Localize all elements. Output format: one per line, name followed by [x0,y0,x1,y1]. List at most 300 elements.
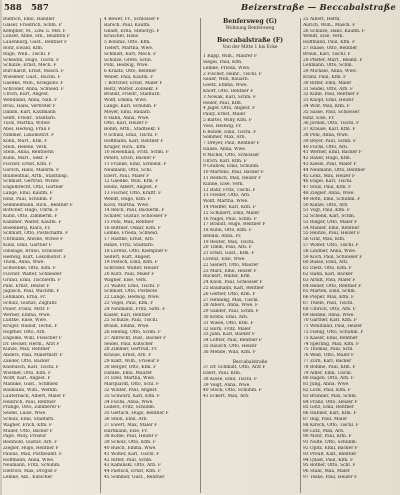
directory-entry: 28 Albers, Anna, Wwe. F [203,303,259,309]
directory-entry: 5 Bartel, Willy, Kfm. F [203,117,252,123]
directory-entry: 93 Preuß, Karl, Rentner [303,451,357,457]
directory-entry: 86 Hübner, Karl, Kfm. F [303,411,357,417]
directory-entry: 82 Lück, Paul, Kfm. F [303,388,351,393]
directory-entry: 24 Knoll, Paul, Schlosser F [203,280,263,286]
directory-entry: 17 Brandt, Hugo, Rentner F [203,222,266,228]
directory-entry: 40 Stock, Otto, Schuhm. F [203,388,262,394]
directory-entry: Heller, Paul, Kfm. [203,100,243,106]
directory-entry: 33 Knopf, Emil, Heizer [303,98,354,104]
street-subheading: Wohnung Benfersweg [225,26,275,31]
directory-entry: Meyer, Emil, Bauarb. [104,109,152,115]
directory-entry: Heinz, Albert, Angest. F [104,185,158,191]
directory-entry: 19 Reuter, Max, Tischl. [203,239,255,245]
directory-entry: Stein, Helene, Verk. [3,144,48,150]
directory-entry: 4 Jäger, Otto, Angest. F [203,106,256,112]
directory-entry: Kühn, Otto, Zimmerm. F [3,214,58,220]
directory-entry: 12 Bahr, Fritz, Tischl. F [203,187,256,193]
directory-entry: 14 Pfeiffer, Karl, Kfm. F [203,204,256,210]
directory-entry: Neumann, Otto, Schl. [104,167,153,173]
directory-entry: Rosenberg, Klara, Fr. [3,225,51,231]
directory-entry: Lange, Emil, Kaufm. F [3,190,53,196]
directory-entry: Tiefert, Martha, Wwe. [104,45,154,51]
directory-entry: 13 Fiedler, Otto, Arb. [203,193,251,199]
directory-entry: Schmidt, Otto, Postbote [104,289,158,295]
directory-entry: 16 Nagel, Paul, Schm. F [203,216,257,222]
directory-entry: 34 Wolf, Max, Kfm. F [303,103,350,109]
directory-entry: 72 Fiebig, Otto, Schuhm. F [303,330,364,336]
directory-entry: 9 Schulz, Emil, Tischl. F [104,132,158,138]
directory-entry: 84 Franz, Otto, Heizer F [303,399,358,405]
directory-entry: 67 Thiele, Paul, Tischl. [303,301,354,307]
directory-entry: 54 Mahler, Emil, Rentner [303,225,360,231]
directory-entry: Wolff, Emma, Wwe. [104,98,148,104]
directory-entry: 26 Schulze, Hans, Kaufm. F [303,28,365,34]
directory-entry: Hinz, Else, Fr. [303,115,335,121]
directory-entry: Wiesener, Gust., Buchh. F [3,74,61,80]
directory-entry: 29 Michael, Anna, Wwe. [303,69,358,75]
directory-entry: 2 Fischer, Heinr., Tischl. F [203,71,262,77]
directory-entry: Lüders, Fritz, Schuhm. [104,405,156,411]
directory-entry: Otto, Karl, Heizer F [104,121,149,127]
directory-entry: 80 Hagen, Otto, Arb. F [303,376,354,382]
directory-entry: Hoffmann, Anna, Wwe. [3,457,55,463]
directory-entry: 7 Dreyer, Paul, Rentner F [203,141,260,147]
directory-entry: Gnadt, Erna, Stenotyp. F [104,28,160,34]
directory-entry: Krüger, Rich., Kfm. [104,144,147,150]
directory-entry: 32 Kühn, Paul, Rentner F [303,92,360,98]
directory-entry: Schmidt, Otto, Postschaffn. F [3,231,69,237]
directory-entry: Kaiser, Karl, Rentner [104,312,151,318]
directory-entry: 36 Jordan, Otto, Tischl. F [303,121,360,127]
column-4 [303,17,398,493]
directory-entry: Weber, Paul, Kaufm. F [104,74,154,80]
directory-entry: 32 Winter, Paul, Angest. [104,388,158,393]
street-heading: Beccabalstraße (F) [216,36,284,44]
directory-entry: Müller, Otto, Bäcker F [3,428,53,434]
directory-entry: 11 Franke, Emil, Schneid. F [104,161,167,167]
directory-entry: Lehmann, Otto, Schm. [303,63,353,69]
directory-entry: Schwebke, Otto, Kfm. F [3,266,56,272]
directory-entry: 34 Fuchs, Anna, Wwe. [104,399,154,405]
directory-entry: 68 Ulbrich, Otto, Arb. F [303,306,356,312]
directory-entry: Schäfer, Gustav, Schlosser F [104,214,168,220]
directory-entry: Braun, Karl, Tischl. F [303,51,351,57]
directory-entry: Fischer, Ernst, Kfm. F [3,161,52,167]
directory-entry: Lüdtke, Elise, Wwe. [3,318,48,324]
directory-entry: 28 Pfeffer, Mart., Beamt. F [303,57,363,63]
directory-entry: 37 Dr. Schmidt, Otto, Arzt F [203,365,266,371]
directory-entry: 94 Quast, Paul, Kfm. F [303,457,354,463]
directory-entry: 49 Roth, Emil, Schuhm. F [303,196,361,202]
directory-entry: 22 Siebert, Otto, Maurer [203,262,259,268]
directory-entry: Seidel, Luise, Wwe. [3,411,47,417]
directory-entry: 6 Rohde, Emil, Tischl. F [203,129,257,135]
directory-entry: 20 Kurz, Paul, Maler F [104,272,155,278]
directory-entry: 85 Götz, Emil, Rentner [303,405,354,411]
directory-entry: Lauenburg, Gust., Rentner F [3,40,68,46]
directory-entry: Görsch, Hans, Malerm. F [3,167,60,173]
directory-entry: Hedwig, Kurt, Lokomotivf. F [3,254,67,260]
directory-entry: Voss, Hedwig, Fr. [203,123,242,129]
directory-entry: 92 Opitz, Emil, Bäcker F [303,445,358,451]
directory-entry: 21 Walter, Emil, Tischl. F [104,283,160,289]
directory-entry: Kohn, Mart., Kfm. F [3,138,48,144]
directory-entry: 41 Wolter, Karl, Tischl. F [104,451,160,457]
directory-entry: 21 Ernst, Gust., Kfm. F [203,251,255,257]
directory-entry: 87 Illig, Paul, Maler [303,416,348,422]
directory-entry: 27 Henning, Max, Tischl. [203,297,259,303]
directory-entry: Wiesner, Otto, Kfm. F [3,370,51,376]
page-number-right: 587 [31,3,49,13]
directory-entry: 29 Klatt, Wilh., Friseur F [104,359,160,365]
directory-entry: 10 Martens, Paul, Bäcker F [203,170,264,176]
directory-entry: 40 Fuchs, Otto, Arb. [303,144,349,150]
directory-entry: Böhm, Arth., Stadtsekr. F [104,127,161,133]
directory-entry: Sauer, Willi, Bauarb. [203,77,249,83]
directory-entry: 7 Böttcher, Ernst, Maler F [104,80,163,86]
directory-entry: Abel, Hedwig, Frau F [3,127,51,133]
street-subheading: Von der Mitte 1 bis Ecke [222,44,278,50]
directory-entry: 34 Löffler, Paul, Rentner F [203,338,262,344]
directory-entry: 53 Rieger, Otto, Maler F [303,219,358,225]
directory-entry: 50 Kunze, Otto, Arb. [303,202,349,208]
directory-entry: Neumann, Fritz, Schuhm. [3,463,61,469]
directory-entry: 27 Albrecht, Rud., Bäcker F [104,335,167,341]
directory-entry: Rückert, Walter, Kfm. [203,274,251,280]
directory-entry: Hoffmann, Paul, Kfm. F [303,40,356,46]
directory-entry: Höpfner, Otto, Arb. [3,330,46,336]
directory-entry: Kämmer, Walter, Kaufm. F [3,219,62,225]
directory-entry: Seidel, Paul, Kutscher [104,341,154,347]
directory-entry: Grund, Emil, Tischlerm. F [3,277,61,283]
directory-entry: 47 Stolz, Paul, Kfm. F [303,185,352,191]
directory-entry: 39 Beyer, Paul, Schm. F [303,138,356,144]
directory-entry: Engelbrecht, Otto, Gärtner [3,185,64,191]
directory-entry: Budrich, Emil, Händler [3,17,55,22]
directory-entry: 76 Weiß, Otto, Maler F [303,353,355,359]
directory-entry: 33 Schwarz, Karl, Kfm. F [104,393,160,399]
street-heading: Benfersweg (G) [223,18,277,25]
directory-entry: Tuck, Martha, Witwe [3,121,50,127]
directory-entry: Schulze, Ernst, Mech. F [3,63,57,69]
column-rule [200,18,201,493]
directory-entry: Heinrich, Paul, Rentner [3,399,56,405]
directory-entry: Lemke, Alb., Kutscher [3,474,53,480]
directory-entry: 36 Stein, Emil, Arb. [104,416,148,422]
directory-entry: 79 Adler, Emil, Tischl. [303,370,353,376]
running-title: Beizerstraße — Beccabalstraße [240,3,396,13]
directory-entry: 60 Busse, Emil, Arb. [303,260,349,266]
directory-entry: 57 Wolter, Otto, Tischl. F [303,243,359,249]
directory-entry: 41 Eckert, Max, Arb. [203,394,250,400]
directory-entry: 25 Albert, Herm. [303,17,341,22]
directory-entry: Kruschel, Hans [104,34,139,40]
directory-entry: 58 Lindner, Anna, Wwe. [303,248,357,254]
directory-entry: 38 Kolbe, Paul, Heizer F [104,434,159,440]
directory-entry: Baumann, Wilh., Werkm. [3,388,59,393]
directory-entry: 31 Seidel, Otto, Arb. F [303,86,354,92]
directory-entry: Aurich, Wilh., Masch. F [303,22,356,28]
directory-entry: Senft, Friedr., Stadtarb. [3,115,57,121]
directory-entry: 96 Stahl, Max, Maler [303,469,350,475]
directory-entry: 35 Sasse, Paul, Schlosser [303,109,360,115]
directory-entry: Wagner, Else, Verk. [104,277,148,283]
directory-entry: 15 Pohl, Max, Rentner [104,219,154,225]
directory-entry: 69 Reinke, Anna, Wwe. [303,312,355,318]
directory-entry: Barsch, Paul, Kaufm. [104,22,151,28]
directory-entry: 62 Hahn, Karl, Bäcker [303,272,353,278]
directory-entry: 18 Kuhn, Otto, Kfm. F [203,228,252,234]
directory-entry: Rohr, Ewald, Kfm. [3,45,44,51]
directory-entry: Hartmann, Else, Fr. [104,428,148,434]
directory-entry: 36 Mende, Willi, Kfm. F [203,349,256,355]
directory-entry: 23 Marx, Emil, Heizer F [203,268,257,274]
directory-entry: 42 Ritter, Paul, Schm. [104,457,153,463]
directory-entry: Dinslage, Bruno, Schlosser [3,248,64,254]
directory-entry: Wolff, Martha, Wwe. [203,199,249,205]
directory-entry: Uhrmann, Alwine, Witwe F [3,237,64,243]
directory-entry: 37 Ewert, Max, Maler F [104,422,158,428]
directory-entry: Anders, Paul, Malermstr. F [3,353,63,359]
directory-entry: 81 Jung, Anna, Wwe. [303,382,350,388]
directory-entry: Schulz, Gustav, Zugführ. [3,301,58,307]
column-2 [104,17,196,493]
directory-entry: Lorenz, Else, Wwe. [203,257,246,263]
directory-entry: 39 Scholz, Otto, Kfm. F [104,440,156,446]
directory-entry: Werner, Emma, Wwe. [3,312,51,318]
directory-entry: 32 Horn, Fritz, Maler [203,326,251,332]
directory-entry: Lemke, Frieda, Schneid. [104,231,159,237]
directory-entry: 26 Hennig, Otto, Schm. F [104,330,161,336]
directory-entry: 31 Wiese, Otto, Kfm. F [203,320,254,326]
directory-entry: Dahlke, Emil, Maurer [104,370,153,376]
directory-entry: Pahl, Ernst, Heizer F [3,283,50,289]
directory-entry: Lauterbach, Albert, Maler F [3,393,66,399]
directory-entry: 8 Michel, Otto, Schlosser [203,152,260,158]
directory-entry: Ebert, Paul, Kfm. [203,371,242,377]
directory-entry: 10 Rosenhain, Fritz, Schm. F [104,150,169,156]
directory-entry: Siegel, Paul, Kfm. [203,59,243,65]
directory-entry: Lehmann, Erna, Fr. [3,295,47,301]
directory-entry: 37 Krause, Karl, Kfm. F [303,127,356,133]
directory-entry: 42 Bauer, Hugo, Kfm. [303,156,352,162]
directory-entry: 97 Teske, Paul, Heizer F [303,474,358,480]
directory-entry: 46 Engel, Karl, Tischl. [303,179,353,185]
directory-entry: 61 Dietz, Otto, Kfm. F [303,266,352,272]
directory-entry: 24 Neumann, Fritz, Sattl. F [104,306,166,312]
directory-entry: Pohl, Hedwig, Wwe. [104,63,149,69]
directory-entry: Pape, Willy, Friseur [3,434,47,440]
directory-entry: Braun, Emma, Wwe. [104,324,150,330]
directory-entry: 25 Schulze, Paul, Tischl. [104,318,159,324]
directory-entry: Hoffmann, Karl, Rentner F [104,138,164,144]
street-subheading: Beccabalstraße [232,359,268,365]
directory-entry: 18 Lorenz, Otto, Klempner F [104,248,168,254]
directory-entry: Fischer, Walter, Schneider [3,272,62,278]
directory-entry: Ebert, Paul, Maler F [104,173,150,179]
directory-entry: 44 Paetsch, Ernst, Kfm. F [104,469,161,475]
directory-entry: 19 Pietsch, Emil, Kfm. F [104,260,158,266]
directory-entry: 45 Sommer, Gust., Rentner [104,474,165,480]
directory-entry: Schulze, Grete, Schn. [104,57,153,63]
directory-entry: Wendt, Hugo, Kfm. F [104,196,151,202]
directory-entry: 83 Brunner, Max, Schm. [303,393,358,399]
directory-entry: Böttcher, Hugo, Uhrm. F [3,208,59,214]
directory-entry: 48 Ziegler, Anna, Wwe. [303,190,355,196]
directory-entry: Semmelmann, Rich., Rentner F [3,202,73,208]
directory-entry: 33 Jahn, Karl, Bäcker F [203,332,256,338]
directory-entry: Bendix, Anna, Fr. [203,233,242,239]
directory-entry: Goetz, Emma, Wwe. [203,83,248,89]
directory-entry: 35 Gerlach, Hugo, Rentner F [104,411,169,417]
directory-entry: 43 Kiesel, Paul, Maler F [303,161,357,167]
directory-entry: 90 Mohr, Paul, Kfm. F [303,434,352,440]
directory-entry: 13 Fischer, Otto, Kraftf. F [104,190,162,196]
directory-entry: Haase, Anna, Wwe. [203,146,247,152]
directory-entry: 27 Haase, Otto, Rentner [303,45,358,51]
directory-entry: 44 Neumann, Otto, Rentner [303,167,366,173]
directory-entry: 30 Berger, Otto, Kfm. F [104,364,157,370]
directory-entry: Wendt, Else, Verk. [303,34,344,40]
directory-entry: 56 Graf, Max, Kfm. [303,237,346,243]
directory-entry: Kunze, Max, Rentner [3,347,50,353]
directory-entry: 9 Grabow, Emil, Schuhm. [203,164,260,170]
directory-entry: Wendland, Anna, Näh. F [3,98,58,104]
directory-entry: Ruge, Wilh., Tischl. F [3,51,51,57]
directory-entry: 6 Kraatz, Otto, Rentner [104,69,157,75]
directory-entry: 65 Marten, Emil, Schm. [303,289,356,295]
directory-entry: 38 Pohl, Anna, Wwe. [303,132,349,138]
directory-entry: Dietrich, Max, Drogist F [3,469,58,475]
directory-entry: 63 Arndt, Paul, Maler F [303,277,356,283]
directory-entry: 5 Bonifaz, Otto, Kfm. [104,40,151,46]
directory-entry: Kühne, Else, Verk. [203,181,244,187]
column-rule [300,18,301,493]
directory-entry: 11 Redlich, Max, Heizer F [203,175,262,181]
directory-entry: 26 Gerber, Otto, Kfm. F [203,291,256,297]
directory-entry: 22 Lange, Hedwig, Wwe. [104,295,160,301]
directory-entry: Wolff, Karl, Angest. F [3,376,51,382]
directory-entry: Peters, Erich, Bäcker F [104,156,156,162]
directory-entry: 40 Busch, Emma, Wwe. [104,445,157,451]
directory-entry: 25 Baumann, Karl, Rentner [203,286,265,292]
binding-edge [0,0,2,495]
directory-entry: Seifert, Kurt, Angest. [104,254,152,260]
directory-entry: Damm, Kurt, Kaufmann [3,109,56,115]
directory-entry: 31 Ebel, Martha, Wwe. [104,376,156,382]
directory-entry: 95 Rother, Otto, Schl. F [303,463,356,469]
directory-entry: Marquardt, Otto, Schl. F [104,382,160,388]
directory-entry: 77 Zorn, Karl, Bäcker [303,359,352,365]
directory-entry: 8 Hahn, Anna, Wwe. [104,115,150,121]
directory-entry: Kuhn, Mart., Sekr. F [3,156,49,162]
directory-entry: Knorr, Otto, Rentner F [203,88,254,94]
directory-entry: Krüger, Rudolf, Techn. F [3,324,58,330]
directory-entry: 17 Radtke, Ernst, Arb. [104,237,155,243]
directory-entry: Thom, Anna, Wwe. [3,260,45,266]
directory-entry: Koch, Martha, Wwe. [104,202,150,208]
directory-entry: Hinze, Fritz, Stadtarb. [104,243,155,249]
directory-entry: 12 Gaedke, Willi, Kfm. F [104,179,159,185]
directory-entry: Prange, Otto, Zimmerer F [3,405,61,411]
directory-entry: 23 Vogel, Paul, Kfm. F [104,301,154,307]
directory-entry: 51 Vogt, Paul, Kfm. F [303,208,351,214]
directory-entry: Krause, Ernst, Arb. F [104,353,152,359]
directory-entry: 52 Schenk, Karl, Schm. [303,214,356,220]
directory-entry: 15 Schubert, Emil, Maler [203,210,260,216]
directory-entry: 59 Koch, Paul, Schlosser F [303,254,363,260]
directory-entry: Kempner, M., Ldw. u. Mst. F [3,28,66,34]
directory-entry: 16 Büttner, Oskar, Kfm. F [104,225,161,231]
directory-entry: Dr. Becker, Herm., Arzt F [3,341,60,347]
directory-entry: 74 Sperling, Max, Kfm. F [303,341,360,347]
directory-entry: Jagusch, Paul, Wachtm. F [3,289,60,295]
directory-entry: Polier, Franz, Mstr. F [3,306,50,312]
directory-entry: 30 Krebs, Emil, Arb. [203,315,249,321]
directory-entry: Hinz, Paul, Schuhm. F [3,196,53,202]
directory-entry: Stein, Anna, Rentnerin [3,150,54,156]
directory-entry: 35 Rausch, Otto, Heizer [203,344,257,350]
directory-entry: Lange, Karl, Schuhm. F [104,103,157,109]
directory-entry: 3 Nowak, Karl, Schm. F [203,94,256,100]
directory-entry: Wagner, Erich, Kfm. F [3,422,53,428]
directory-entry: 66 Pieper, Max, Kfm. F [303,295,355,301]
directory-entry: 1 Rapp, Wilh., Maurer F [203,54,258,60]
directory-entry: 75 Thomas, Paul, Schl. [303,347,354,353]
page-number-left: 588 [4,3,22,13]
directory-entry: Reitz, Walter, Zollsekr. F [104,86,159,92]
directory-entry: Lonzer, Anne, Stn., Beamtin F [3,34,70,40]
directory-entry: Schröder, Walter, Heizer [104,266,159,272]
column-3 [203,17,297,493]
directory-entry: Nimmer, Lokomotivf. F [3,132,55,138]
directory-entry: Engelke, Willi, Fleischer F [3,335,62,341]
directory-entry: Scheidin, Hugo, Tischl. F [3,57,60,63]
directory-entry: Gläser, Friedrich, Schm. P [3,22,62,28]
section-gap [203,32,297,36]
directory-entry: Kranz, Paul, Kfm. F [303,74,347,80]
directory-entry: 88 Kirsch, Otto, Tischl. F [303,422,359,428]
directory-entry: 30 Ritter, Emil, Maler [303,80,352,86]
directory-entry: Kunz, Emil, Gärtner F [3,243,52,249]
directory-entry: 39 Voigt, Anna, Wwe. [203,382,251,388]
directory-entry: 64 Heller, Otto, Rentner F [303,283,362,289]
directory-entry: 4 Bewer, Fr., Schlosser F [104,17,160,22]
page-header [0,0,400,16]
directory-entry: Schulz, Emil, Stadtarb. [3,416,55,422]
directory-entry: Lemke, Frieda, Wwe. [203,65,251,71]
directory-entry: 41 Werner, Emil, Bäcker F [303,150,362,156]
directory-entry: 38 Klose, Emil, Tischl. F [203,376,258,382]
directory-entry: Schmidt, Gertrud, Witwe [3,179,59,185]
directory-entry: Gaedke, Wilh., Kriegsinv. F [3,80,64,86]
directory-entry: Brau, Hans, Vertreter F [3,103,56,109]
directory-entry: 89 Lutz, Max, Arb. [303,428,345,434]
directory-entry: Ulrich, Kurt, Angest. [3,92,50,98]
directory-entry: Sommer, Max, Arb. [203,135,246,141]
directory-entry: Zander, Otto, Bäcker [3,359,50,365]
directory-entry: 71 Wendland, Paul, Heizer [303,324,363,330]
directory-entry: Burchardt, Ernst, Masch. F [3,69,64,75]
directory-entry: 45 Lenz, Max, Heizer F [303,173,356,179]
column-1 [3,17,97,493]
directory-entry: 70 Gärtner, Karl, Kfm. F [303,318,357,324]
directory-entry: 55 Heinze, Paul, Heizer F [303,231,361,237]
directory-entry: Knebusch, Karl, Tischl. F [3,364,59,370]
directory-entry: Ziegler, Hugo, Rentner F [3,445,59,451]
directory-entry: Brandt, Friedr., Stadtarb. [104,92,161,98]
directory-entry: Pauly, Ernst, Maler [203,112,246,118]
